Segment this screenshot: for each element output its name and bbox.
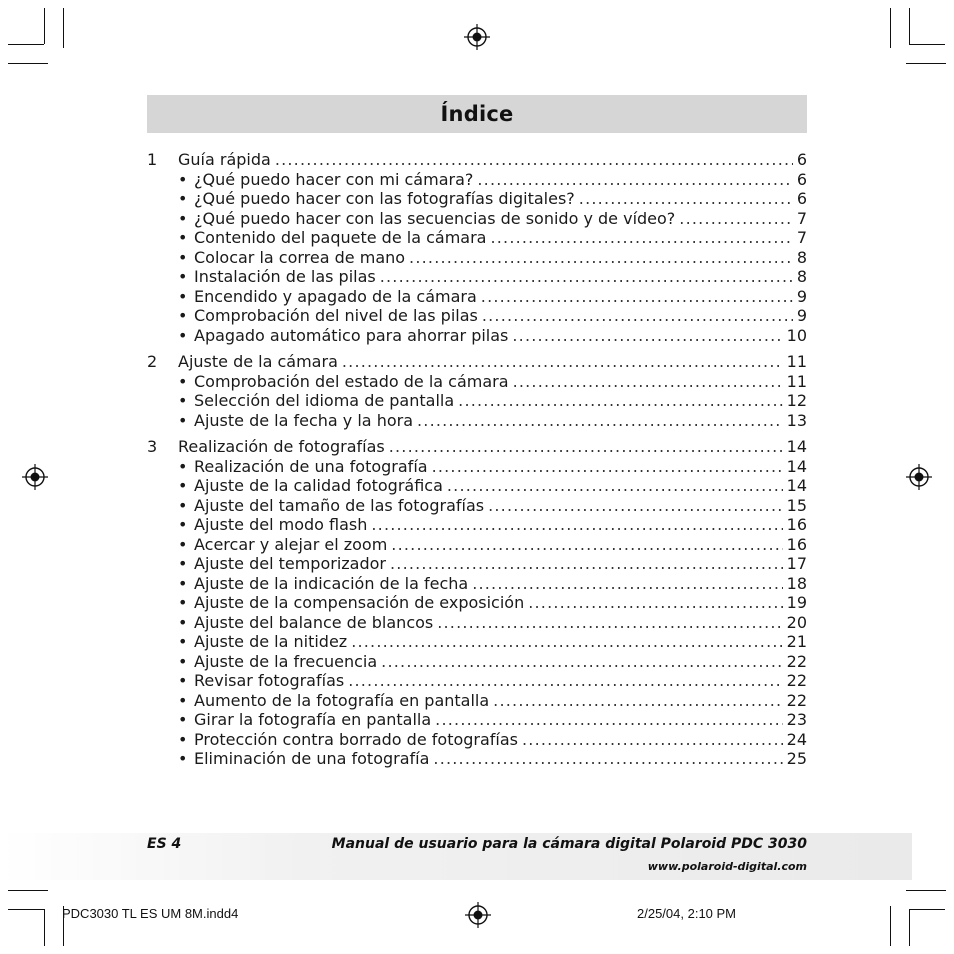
bullet: •: [178, 391, 188, 410]
toc-entry-row: [147, 496, 807, 516]
entry-title: Comprobación del nivel de las pilas: [194, 306, 478, 325]
chapter-title: Realización de fotografías: [178, 437, 385, 456]
dot-leader: [679, 209, 793, 229]
registration-mark-icon: [906, 464, 932, 490]
chapter-page: 6: [796, 150, 807, 169]
crop-mark: [909, 909, 910, 946]
entry-page: 21: [786, 632, 807, 651]
entry-title: Realización de una fotografía: [194, 456, 428, 476]
table-of-contents: [147, 150, 807, 776]
toc-entry-row: [147, 515, 807, 535]
registration-mark-icon: [465, 902, 491, 928]
crop-mark: [8, 909, 44, 910]
dot-leader: [579, 189, 793, 209]
dot-leader: [371, 515, 782, 535]
entry-title: Protección contra borrado de fotografías: [194, 729, 519, 749]
entry-title: Ajuste de la compensación de exposición: [194, 593, 525, 612]
entry-title: ¿Qué puedo hacer con las fotografías digitales?: [194, 189, 575, 208]
bullet: •: [178, 228, 188, 247]
entry-title: Ajuste del temporizador: [194, 554, 386, 573]
crop-mark: [44, 8, 45, 44]
crop-mark: [906, 63, 946, 64]
dot-leader: [342, 352, 783, 372]
crop-mark: [906, 890, 946, 891]
toc-entry-row: [147, 535, 807, 555]
crop-mark: [8, 63, 48, 64]
dot-leader: [417, 411, 783, 431]
toc-entry-row: [147, 749, 807, 769]
entry-title: Selección del idioma de pantalla: [194, 391, 455, 410]
toc-entry-row: [147, 613, 807, 633]
toc-entry-row: [147, 170, 807, 190]
bullet: •: [178, 671, 188, 690]
entry-page: 12: [786, 391, 807, 410]
dot-leader: [433, 749, 782, 769]
toc-entry-row: [147, 632, 807, 652]
toc-entry-row: [147, 730, 807, 750]
entry-title: Ajuste de la indicación de la fecha: [194, 573, 469, 593]
toc-entry-row: [147, 476, 807, 496]
page-number: ES 4: [147, 836, 182, 852]
dot-leader: [488, 496, 783, 516]
bullet: •: [178, 325, 188, 345]
toc-entry-row: [147, 248, 807, 268]
entry-page: 16: [786, 515, 807, 534]
bullet: •: [178, 476, 188, 495]
toc-entry-row: [147, 287, 807, 307]
toc-section: [147, 352, 807, 430]
chapter-number: 1: [147, 150, 158, 169]
entry-page: 8: [796, 267, 807, 286]
entry-page: 23: [786, 710, 807, 729]
crop-mark: [44, 909, 45, 946]
bullet: •: [178, 690, 188, 710]
toc-entry-row: [147, 691, 807, 711]
bullet: •: [178, 410, 188, 430]
bullet: •: [178, 306, 188, 325]
toc-entry-row: [147, 574, 807, 594]
dot-leader: [472, 574, 782, 594]
entry-title: Girar la fotografía en pantalla: [194, 710, 432, 729]
entry-title: Aumento de la fotografía en pantalla: [194, 690, 490, 710]
crop-mark: [909, 44, 945, 45]
toc-chapter-row: [147, 352, 807, 372]
chapter-title: Guía rápida: [178, 150, 271, 169]
entry-title: Encendido y apagado de la cámara: [194, 286, 477, 306]
bullet: •: [178, 456, 188, 476]
bullet: •: [178, 515, 188, 534]
toc-entry-row: [147, 228, 807, 248]
entry-page: 13: [786, 410, 807, 430]
entry-page: 6: [796, 189, 807, 208]
entry-title: Acercar y alejar el zoom: [194, 534, 388, 554]
dot-leader: [390, 554, 783, 574]
entry-title: Ajuste de la frecuencia: [194, 651, 378, 671]
bullet: •: [178, 749, 188, 768]
entry-page: 25: [786, 749, 807, 768]
entry-page: 16: [786, 534, 807, 554]
crop-mark: [890, 8, 891, 48]
dot-leader: [351, 632, 782, 652]
bullet: •: [178, 247, 188, 267]
entry-title: Colocar la correa de mano: [194, 247, 406, 267]
entry-page: 24: [786, 729, 807, 749]
chapter-number: 2: [147, 352, 158, 371]
toc-entry-row: [147, 306, 807, 326]
toc-entry-row: [147, 391, 807, 411]
toc-entry-row: [147, 710, 807, 730]
crop-mark: [8, 890, 48, 891]
entry-page: 22: [786, 671, 807, 690]
dot-leader: [381, 652, 782, 672]
entry-title: Revisar fotografías: [194, 671, 345, 690]
entry-title: Ajuste de la calidad fotográfica: [194, 476, 443, 495]
toc-entry-row: [147, 593, 807, 613]
chapter-page: 11: [786, 352, 807, 371]
dot-leader: [389, 437, 783, 457]
slug-filename: PDC3030 TL ES UM 8M.indd4: [62, 906, 239, 921]
dot-leader: [447, 476, 783, 496]
bullet: •: [178, 495, 188, 515]
toc-section: [147, 150, 807, 345]
dot-leader: [275, 150, 793, 170]
bullet: •: [178, 534, 188, 554]
toc-entry-row: [147, 652, 807, 672]
manual-title: Manual de usuario para la cámara digital Polaroid PDC 3030: [331, 836, 807, 852]
dot-leader: [481, 287, 793, 307]
website-url: www.polaroid-digital.com: [647, 860, 807, 873]
entry-title: ¿Qué puedo hacer con las secuencias de sonido y de vídeo?: [194, 208, 676, 228]
dot-leader: [458, 391, 782, 411]
entry-title: Eliminación de una fotografía: [194, 749, 430, 768]
entry-page: 7: [796, 228, 807, 247]
toc-section: [147, 437, 807, 769]
chapter-page: 14: [786, 437, 807, 456]
bullet: •: [178, 286, 188, 306]
entry-page: 14: [786, 476, 807, 495]
bullet: •: [178, 554, 188, 573]
index-header-bar: [147, 95, 807, 133]
toc-entry-row: [147, 554, 807, 574]
entry-page: 22: [786, 651, 807, 671]
dot-leader: [435, 710, 782, 730]
dot-leader: [380, 267, 793, 287]
entry-page: 15: [786, 495, 807, 515]
crop-mark: [63, 8, 64, 48]
bullet: •: [178, 189, 188, 208]
dot-leader: [391, 535, 782, 555]
entry-page: 6: [796, 169, 807, 189]
entry-title: Comprobación del estado de la cámara: [194, 371, 509, 391]
chapter-title: Ajuste de la cámara: [178, 352, 338, 371]
bullet: •: [178, 729, 188, 749]
crop-mark: [890, 906, 891, 946]
toc-chapter-row: [147, 150, 807, 170]
crop-mark: [909, 909, 945, 910]
entry-page: 11: [786, 371, 807, 391]
dot-leader: [432, 457, 783, 477]
toc-entry-row: [147, 209, 807, 229]
bullet: •: [178, 710, 188, 729]
page-title: Índice: [440, 102, 514, 126]
entry-page: 19: [786, 593, 807, 612]
entry-title: ¿Qué puedo hacer con mi cámara?: [194, 169, 474, 189]
entry-page: 20: [786, 612, 807, 632]
entry-page: 14: [786, 456, 807, 476]
bullet: •: [178, 651, 188, 671]
entry-title: Instalación de las pilas: [194, 267, 376, 286]
dot-leader: [513, 372, 783, 392]
dot-leader: [348, 671, 782, 691]
toc-chapter-row: [147, 437, 807, 457]
registration-mark-icon: [22, 464, 48, 490]
dot-leader: [437, 613, 782, 633]
dot-leader: [490, 228, 792, 248]
crop-mark: [909, 8, 910, 44]
entry-page: 22: [786, 690, 807, 710]
bullet: •: [178, 612, 188, 632]
entry-page: 8: [796, 247, 807, 267]
crop-mark: [8, 44, 44, 45]
toc-entry-row: [147, 189, 807, 209]
entry-page: 9: [796, 286, 807, 306]
registration-mark-icon: [464, 24, 490, 50]
toc-entry-row: [147, 267, 807, 287]
dot-leader: [493, 691, 782, 711]
bullet: •: [178, 371, 188, 391]
entry-title: Apagado automático para ahorrar pilas: [194, 325, 509, 345]
chapter-number: 3: [147, 437, 158, 456]
entry-title: Ajuste del balance de blancos: [194, 612, 434, 632]
slug-date: 2/25/04, 2:10 PM: [637, 906, 737, 921]
toc-entry-row: [147, 457, 807, 477]
bullet: •: [178, 208, 188, 228]
dot-leader: [482, 306, 793, 326]
entry-page: 18: [786, 573, 807, 593]
dot-leader: [528, 593, 782, 613]
entry-title: Ajuste de la fecha y la hora: [194, 410, 413, 430]
entry-title: Ajuste del tamaño de las fotografías: [194, 495, 485, 515]
entry-title: Contenido del paquete de la cámara: [194, 228, 487, 247]
toc-entry-row: [147, 326, 807, 346]
bullet: •: [178, 593, 188, 612]
entry-title: Ajuste del modo flash: [194, 515, 368, 534]
dot-leader: [522, 730, 783, 750]
bullet: •: [178, 169, 188, 189]
entry-page: 10: [786, 325, 807, 345]
bullet: •: [178, 267, 188, 286]
dot-leader: [512, 326, 782, 346]
dot-leader: [409, 248, 793, 268]
toc-entry-row: [147, 671, 807, 691]
entry-page: 9: [796, 306, 807, 325]
entry-page: 7: [796, 208, 807, 228]
bullet: •: [178, 632, 188, 651]
entry-page: 17: [786, 554, 807, 573]
toc-entry-row: [147, 411, 807, 431]
bullet: •: [178, 573, 188, 593]
dot-leader: [477, 170, 792, 190]
toc-entry-row: [147, 372, 807, 392]
entry-title: Ajuste de la nitidez: [194, 632, 348, 651]
